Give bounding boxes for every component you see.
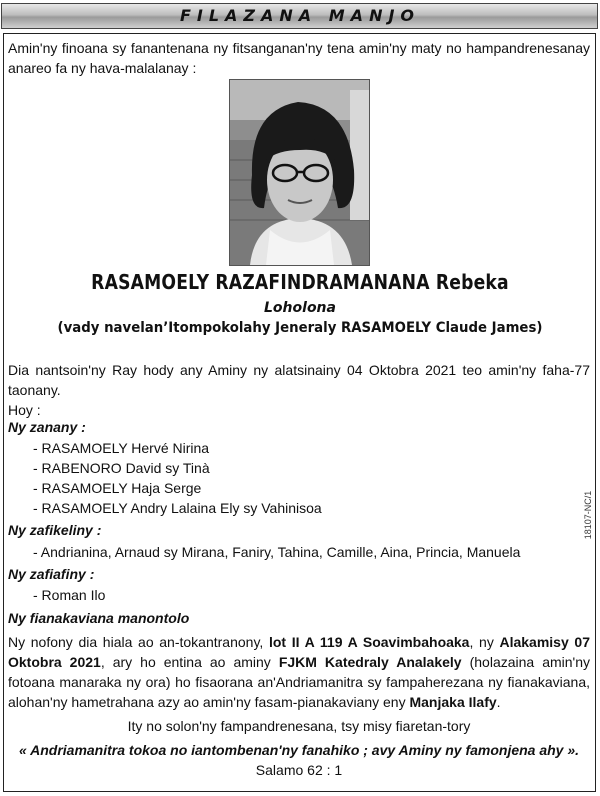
family-heading: Ny fianakaviana manontolo [8,610,190,626]
child-item: - RASAMOELY Hervé Nirina [33,440,210,456]
funeral-location: lot II A 119 A Soavimbahoaka [268,634,470,650]
portrait-photo [229,79,370,266]
children-heading: Ny zanany : [8,419,86,435]
great-grandchild-item: - Roman Ilo [33,587,106,603]
funeral-tomb: Manjaka Ilafy [409,694,497,710]
reference-code-text: 18107-NC/1 [583,490,593,540]
child-item: - RASAMOELY Andry Lalaina Ely sy Vahinisoa [33,500,322,516]
portrait-image [230,80,369,265]
grandchildren-heading: Ny zafikeliny : [8,522,102,538]
great-grandchildren-heading: Ny zafiafiny : [8,566,95,582]
death-notice: Dia nantsoin'ny Ray hody any Aminy ny alatsinainy 04 Oktobra 2021 teo amin'ny faha-77 taonany. [8,362,590,398]
hoy-label: Hoy : [8,402,41,418]
page-title: FILAZANA MANJO [179,6,421,25]
child-item: - RABENORO David sy Tinà [33,460,210,476]
deceased-name: RASAMOELY RAZAFINDRAMANANA Rebeka [91,270,509,294]
bible-verse: « Andriamanitra tokoa no iantombenan'ny fanahiko ; avy Aminy ny famonjena ahy ». [18,742,580,758]
grandchild-item: - Andrianina, Arnaud sy Mirana, Faniry, Tahina, Camille, Aina, Princia, Manuela [33,544,521,560]
deceased-title: Loholona [264,300,336,316]
spouse-line: (vady navelan’Itompokolahy Jeneraly RASAMOELY Claude James) [57,320,543,336]
funeral-church: FJKM Katedraly Analakely [278,654,462,670]
reference-code [581,485,595,545]
child-item: - RASAMOELY Haja Serge [33,480,202,496]
funeral-date: Alakamisy 07 Oktobra 2021 [8,634,590,670]
notice-line: Ity no solon'ny fampandrenesana, tsy misy fiaretan-tory [127,718,471,734]
verse-reference: Salamo 62 : 1 [255,762,343,778]
intro-text: Amin'ny finoana sy fanantenana ny fitsanganan'ny tena amin'ny maty no hampandrenesanay anareo fa ny hava-malalanay : [8,40,590,76]
funeral-paragraph: Ny nofony dia hiala ao an-tokantranony, lot II A 119 A Soavimbahoaka, ny Alakamisy 07 Oktobra 2021, ary ho entina ao aminy FJKM Katedraly Analakely (holazaina amin'ny fotoana manaraka ny ora) ho fisaorana an'Andriamanitra sy fampaherezana ny fianakaviana, alohan'ny hametrahana azy ao amin'ny fasam-pianakaviany eny Manjaka Ilafy. [8,634,590,710]
